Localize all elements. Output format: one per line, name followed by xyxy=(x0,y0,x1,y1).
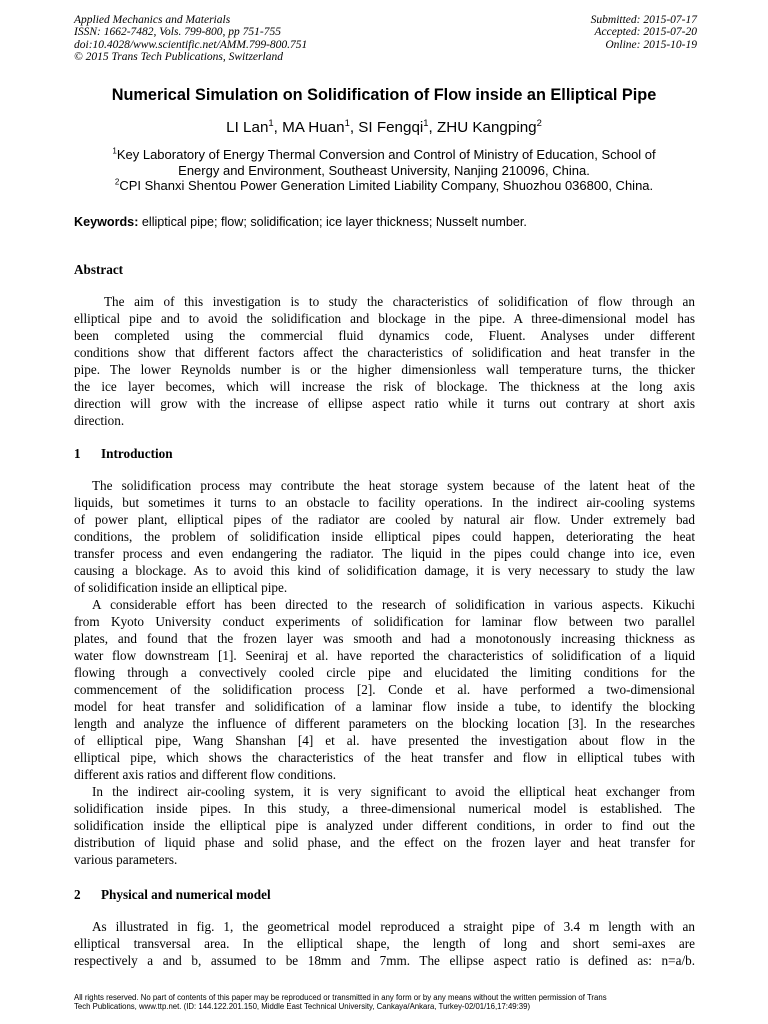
text-line: As illustrated in fig. 1, the geometrical model reproduced a straight pipe of 3.4 m length with an xyxy=(92,919,695,934)
abstract-heading: Abstract xyxy=(74,262,124,277)
keywords xyxy=(74,215,527,229)
journal-header xyxy=(74,14,307,63)
affiliation-mark: 1 xyxy=(112,146,117,156)
text-line: plates, and found that the frozen layer was smooth and had a monotonously increasing thickness as xyxy=(74,631,695,646)
text-line: elliptical pipe and to avoid the solidification and blockage in the pipe. A three-dimensional model has xyxy=(74,311,695,326)
footer-line: Tech Publications, www.ttp.net. (ID: 144.122.201.150, Middle East Technical University, Cankaya/Ankara, Turkey-02/01/16,17:49:39) xyxy=(74,1002,531,1011)
author-affiliation-mark: 1 xyxy=(344,116,350,128)
section-1-heading xyxy=(74,446,173,462)
journal-copyright: © 2015 Trans Tech Publications, Switzerland xyxy=(74,50,283,63)
text-line: of power plant, elliptical pipes of the radiator are cooled by natural air flow. Under extremely bad xyxy=(74,512,695,527)
dates-header xyxy=(591,14,697,51)
author-name: LI Lan xyxy=(226,119,269,136)
keywords-text: elliptical pipe; flow; solidification; ice layer thickness; Nusselt number. xyxy=(141,215,527,229)
model-paragraph-1 xyxy=(74,918,695,969)
author-name: MA Huan xyxy=(282,119,345,136)
text-line: transfer process and even endangering the radiator. The liquid in the pipes could change into ice, even xyxy=(74,546,695,561)
affiliations xyxy=(60,147,708,194)
text-line: In the indirect air-cooling system, it is very significant to avoid the elliptical heat exchanger from xyxy=(92,784,695,799)
keywords-label: Keywords: xyxy=(74,215,139,229)
author-separator: , xyxy=(428,119,437,136)
affiliation-mark: 2 xyxy=(114,177,120,187)
text-line: from Kyoto University conduct experiments of solidification for laminar flow between two parallel xyxy=(74,614,695,629)
footer-line: All rights reserved. No part of contents of this paper may be reproduced or transmitted in any form or by any means without the written permission of Trans xyxy=(74,993,607,1002)
copyright-footer xyxy=(74,993,714,1011)
section-2-heading xyxy=(74,887,271,903)
text-line: of solidification inside an elliptical pipe. xyxy=(74,580,288,595)
paper-title: Numerical Simulation on Solidification of Flow inside an Elliptical Pipe xyxy=(111,86,657,104)
text-line: A considerable effort has been directed to the research of solidification in various aspects. Kikuchi xyxy=(92,597,695,612)
text-line: water flow downstream [1]. Seeniraj et al. have reported the characteristics of solidification of a liquid xyxy=(74,648,695,663)
accepted-date: Accepted: 2015-07-20 xyxy=(594,26,697,39)
online-date: Online: 2015-10-19 xyxy=(605,38,697,51)
text-line: flowing through a convectively cooled circle pipe and elucidated the limiting conditions for the xyxy=(74,665,695,680)
section-number: 2 xyxy=(74,887,81,902)
text-line: conditions show that different factors affect the characteristics of solidification and heat transfer in the xyxy=(74,345,695,360)
text-line: length and analyze the influence of different parameters on the blocking location [3]. In the researches xyxy=(74,716,695,731)
author-separator: , xyxy=(273,119,283,136)
journal-doi: doi:10.4028/www.scientific.net/AMM.799-800.751 xyxy=(74,38,308,51)
author-affiliation-mark: 2 xyxy=(536,116,542,128)
text-line: respectively a and b, assumed to be 18mm and 7mm. The ellipse aspect ratio is defined as: n=a/b. xyxy=(74,953,695,968)
text-line: distribution of liquid phase and solid phase, and the effect on the frozen layer and heat transfer for xyxy=(74,835,695,850)
author-affiliation-mark: 1 xyxy=(268,116,274,128)
text-line: causing a blockage. As to avoid this kind of solidification damage, it is very necessary to study the law xyxy=(74,563,695,578)
submitted-date: Submitted: 2015-07-17 xyxy=(590,14,697,26)
affiliation-1-line-1 xyxy=(60,147,708,163)
text-line: the ice layer becomes, which will increase the risk of blockage. The thickness at the long axis xyxy=(74,379,695,394)
section-title: Physical and numerical model xyxy=(101,887,271,902)
section-number: 1 xyxy=(74,446,81,461)
text-line: solidification inside pipes. In this study, a three-dimensional numerical model is established. The xyxy=(74,801,695,816)
text-line: The solidification process may contribute the heat storage system because of the latent heat of the xyxy=(92,478,695,493)
text-line: solidification inside the elliptical pipe is analyzed under different conditions, in order to find out the xyxy=(74,818,695,833)
text-line: commencement of the solidification process [2]. Conde et al. have performed a two-dimensional xyxy=(74,682,695,697)
text-line: direction. xyxy=(74,413,125,428)
introduction-paragraph-2 xyxy=(74,596,695,783)
text-line: elliptical pipe, which shows the characteristics of the heat transfer and flow in elliptical tubes with xyxy=(74,750,695,765)
affiliation-text: Key Laboratory of Energy Thermal Conversion and Control of Ministry of Education, School of xyxy=(116,147,656,162)
section-title: Introduction xyxy=(101,446,173,461)
affiliation-text: CPI Shanxi Shentou Power Generation Limited Liability Company, Shuozhou 036800, China. xyxy=(119,178,654,193)
introduction-paragraph-1 xyxy=(74,477,695,596)
introduction-paragraph-3 xyxy=(74,783,695,868)
text-line: been completed using the commercial fluid dynamics code, Fluent. Analyses under different xyxy=(74,328,695,343)
abstract-paragraph xyxy=(74,293,695,429)
author-affiliation-mark: 1 xyxy=(423,116,429,128)
text-line: direction will grow with the increase of ellipse aspect ratio while it turns out contrary at short axis xyxy=(74,396,695,411)
author-name: ZHU Kangping xyxy=(436,119,537,136)
text-line: The aim of this investigation is to study the characteristics of solidification of flow through an xyxy=(104,294,695,309)
journal-issn: ISSN: 1662-7482, Vols. 799-800, pp 751-755 xyxy=(74,26,281,39)
journal-name: Applied Mechanics and Materials xyxy=(74,14,231,26)
text-line: model for heat transfer and solidification of a laminar flow inside a tube, to identify the blocking xyxy=(74,699,695,714)
author-separator: , xyxy=(349,119,359,136)
text-line: liquids, but sometimes it turns to an obstacle to facility operations. In the indirect air-cooling systems xyxy=(74,495,695,510)
text-line: pipe. The lower Reynolds number is or the higher dimensionless wall temperature turns, the thicker xyxy=(74,362,695,377)
text-line: various parameters. xyxy=(74,852,178,867)
text-line: conditions, the problem of solidification inside elliptical pipes could happen, deteriorating the heat xyxy=(74,529,695,544)
author-name: SI Fengqi xyxy=(358,119,424,136)
text-line: of elliptical pipe, Wang Shanshan [4] et al. have presented the investigation about flow in the xyxy=(74,733,695,748)
text-line: elliptical transversal area. In the elliptical shape, the length of long and short semi-axes are xyxy=(74,936,695,951)
author-list xyxy=(30,116,738,136)
affiliation-1-line-2: Energy and Environment, Southeast University, Nanjing 210096, China. xyxy=(178,162,590,178)
affiliation-2-line-1 xyxy=(60,178,708,194)
text-line: different axis ratios and different flow conditions. xyxy=(74,767,337,782)
